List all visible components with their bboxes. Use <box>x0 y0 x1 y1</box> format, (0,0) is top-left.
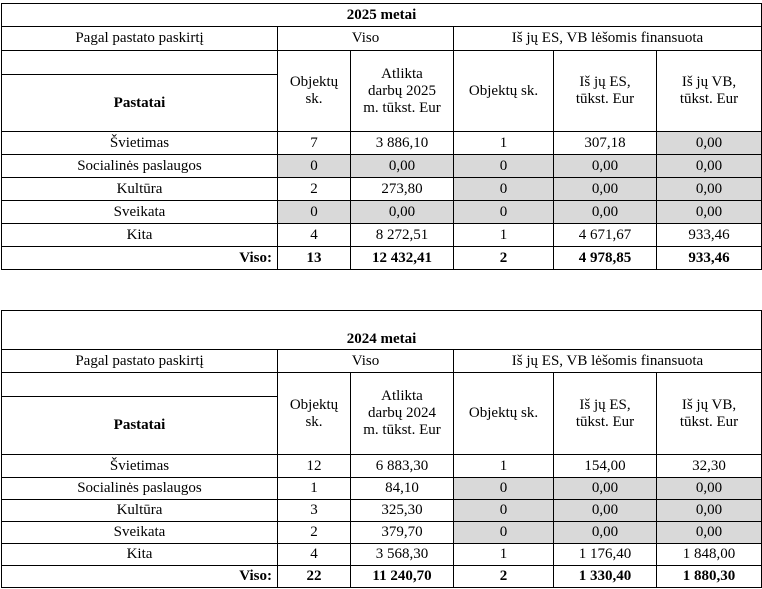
row-name: Kita <box>2 544 278 566</box>
table-row <box>2 522 762 544</box>
cell-funded-objects: 0 <box>454 500 554 522</box>
col-header-work-done: Atlikta darbų 2024 m. tūkst. Eur <box>351 373 454 455</box>
cell-es: 0,00 <box>554 478 657 500</box>
cell-work: 0,00 <box>351 155 454 178</box>
col-header-buildings: Pastatai <box>2 75 278 132</box>
cell-work: 3 886,10 <box>351 132 454 155</box>
col-header-objects: Objektų sk. <box>278 51 351 132</box>
col-header-es: Iš jų ES, tūkst. Eur <box>554 51 657 132</box>
col-header-objects: Objektų sk. <box>278 373 351 455</box>
cell-work: 379,70 <box>351 522 454 544</box>
table-row <box>2 155 762 178</box>
cell-es: 154,00 <box>554 455 657 478</box>
cell-work: 325,30 <box>351 500 454 522</box>
cell-vb: 0,00 <box>657 522 762 544</box>
cell-es: 0,00 <box>554 178 657 201</box>
cell-es: 1 176,40 <box>554 544 657 566</box>
col-header-vb: Iš jų VB, tūkst. Eur <box>657 51 762 132</box>
cell-vb: 0,00 <box>657 178 762 201</box>
cell-es: 0,00 <box>554 155 657 178</box>
group-header-funded: Iš jų ES, VB lėšomis finansuota <box>454 350 762 373</box>
cell-objects: 3 <box>278 500 351 522</box>
total-vb: 1 880,30 <box>657 566 762 588</box>
table-row <box>2 544 762 566</box>
header-empty-cell <box>2 373 278 397</box>
cell-vb: 1 848,00 <box>657 544 762 566</box>
col-header-vb: Iš jų VB, tūkst. Eur <box>657 373 762 455</box>
total-objects: 22 <box>278 566 351 588</box>
cell-objects: 4 <box>278 544 351 566</box>
table-row <box>2 224 762 247</box>
row-name: Švietimas <box>2 455 278 478</box>
cell-es: 0,00 <box>554 522 657 544</box>
row-name: Sveikata <box>2 522 278 544</box>
cell-vb: 32,30 <box>657 455 762 478</box>
total-work: 12 432,41 <box>351 247 454 270</box>
cell-work: 6 883,30 <box>351 455 454 478</box>
cell-objects: 0 <box>278 155 351 178</box>
cell-work: 84,10 <box>351 478 454 500</box>
cell-objects: 2 <box>278 178 351 201</box>
table-row <box>2 201 762 224</box>
total-work: 11 240,70 <box>351 566 454 588</box>
total-label: Viso: <box>2 566 278 588</box>
row-name: Socialinės paslaugos <box>2 478 278 500</box>
cell-funded-objects: 1 <box>454 544 554 566</box>
group-header-purpose: Pagal pastato paskirtį <box>2 27 278 51</box>
cell-objects: 2 <box>278 522 351 544</box>
col-header-es: Iš jų ES, tūkst. Eur <box>554 373 657 455</box>
group-header-purpose: Pagal pastato paskirtį <box>2 350 278 373</box>
cell-vb: 0,00 <box>657 155 762 178</box>
table-row <box>2 178 762 201</box>
table-title: 2024 metai <box>2 311 762 350</box>
total-es: 1 330,40 <box>554 566 657 588</box>
total-row <box>2 247 762 270</box>
table-title: 2025 metai <box>2 4 762 27</box>
cell-vb: 0,00 <box>657 500 762 522</box>
group-header-total: Viso <box>278 27 454 51</box>
row-name: Kita <box>2 224 278 247</box>
header-empty-cell <box>2 51 278 75</box>
col-header-funded-objects: Objektų sk. <box>454 373 554 455</box>
total-label: Viso: <box>2 247 278 270</box>
cell-funded-objects: 1 <box>454 224 554 247</box>
table-2024 <box>1 310 762 588</box>
row-name: Kultūra <box>2 178 278 201</box>
row-name: Kultūra <box>2 500 278 522</box>
table-2025 <box>1 3 762 270</box>
cell-vb: 933,46 <box>657 224 762 247</box>
cell-objects: 7 <box>278 132 351 155</box>
cell-funded-objects: 1 <box>454 455 554 478</box>
cell-es: 0,00 <box>554 201 657 224</box>
cell-objects: 1 <box>278 478 351 500</box>
table-row <box>2 455 762 478</box>
cell-funded-objects: 0 <box>454 155 554 178</box>
total-funded-objects: 2 <box>454 566 554 588</box>
cell-funded-objects: 0 <box>454 478 554 500</box>
col-header-funded-objects: Objektų sk. <box>454 51 554 132</box>
group-header-total: Viso <box>278 350 454 373</box>
cell-funded-objects: 1 <box>454 132 554 155</box>
group-header-funded: Iš jų ES, VB lėšomis finansuota <box>454 27 762 51</box>
cell-objects: 0 <box>278 201 351 224</box>
cell-funded-objects: 0 <box>454 178 554 201</box>
cell-funded-objects: 0 <box>454 522 554 544</box>
col-header-work-done: Atlikta darbų 2025 m. tūkst. Eur <box>351 51 454 132</box>
cell-work: 3 568,30 <box>351 544 454 566</box>
total-funded-objects: 2 <box>454 247 554 270</box>
cell-funded-objects: 0 <box>454 201 554 224</box>
col-header-buildings: Pastatai <box>2 397 278 455</box>
table-row <box>2 132 762 155</box>
cell-es: 4 671,67 <box>554 224 657 247</box>
row-name: Socialinės paslaugos <box>2 155 278 178</box>
table-row <box>2 500 762 522</box>
cell-vb: 0,00 <box>657 478 762 500</box>
total-row <box>2 566 762 588</box>
cell-es: 307,18 <box>554 132 657 155</box>
cell-objects: 12 <box>278 455 351 478</box>
table-row <box>2 478 762 500</box>
cell-work: 273,80 <box>351 178 454 201</box>
total-es: 4 978,85 <box>554 247 657 270</box>
cell-es: 0,00 <box>554 500 657 522</box>
cell-vb: 0,00 <box>657 132 762 155</box>
total-vb: 933,46 <box>657 247 762 270</box>
cell-work: 8 272,51 <box>351 224 454 247</box>
row-name: Sveikata <box>2 201 278 224</box>
total-objects: 13 <box>278 247 351 270</box>
cell-work: 0,00 <box>351 201 454 224</box>
row-name: Švietimas <box>2 132 278 155</box>
cell-vb: 0,00 <box>657 201 762 224</box>
cell-objects: 4 <box>278 224 351 247</box>
